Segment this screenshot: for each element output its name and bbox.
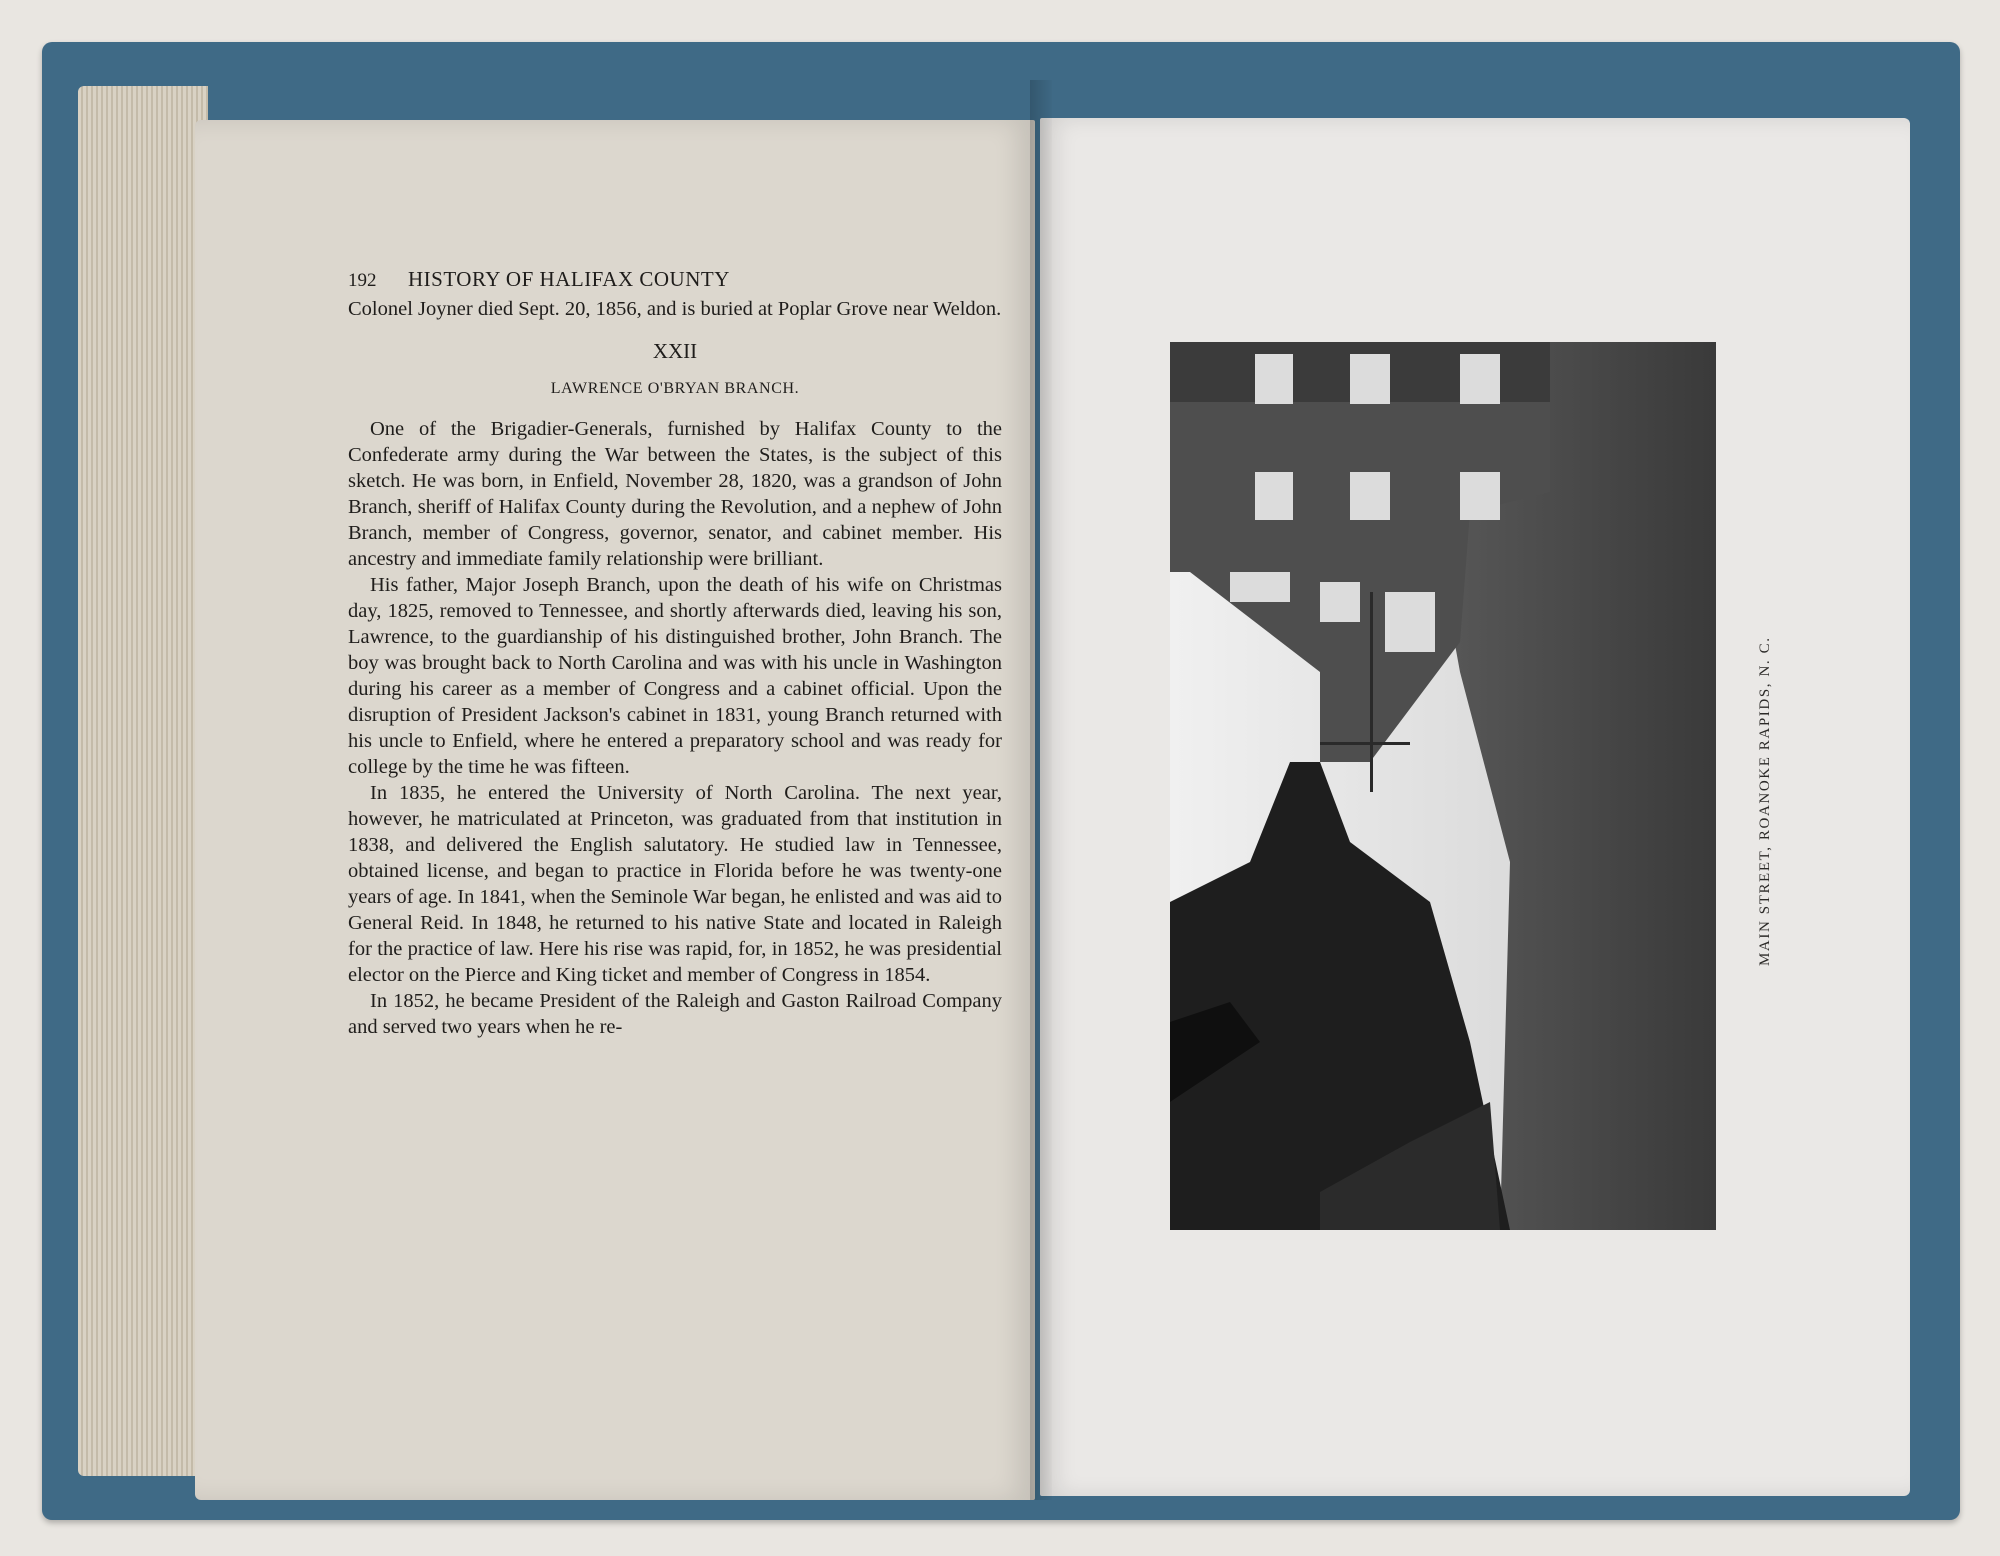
body-paragraph: One of the Brigadier-Generals, furnished by Halifax County to the Confederate army during the War between the States, is the subject of this sketch. He was born, in Enfield, November 28, 1820, was a grandson of John Branch, sheriff of Halifax County during the Revolution, and a nephew of John Branch, member of Congress, governor, senator, and cabinet member. His ancestry and immediate family relationship were brilliant. [348, 418, 1002, 570]
chapter-number: XXII [652, 339, 698, 363]
left-page-text [348, 266, 1002, 1040]
body-paragraph: In 1835, he entered the University of North Carolina. The next year, however, he matriculated at Princeton, was graduated from that institution in 1838, and delivered the English salutatory. He studied law in Tennessee, obtained license, and began to practice in Florida before he was twenty-one years of age. In 1841, when the Seminole War began, he enlisted and was aid to General Reid. In 1848, he returned to his native State and located in Raleigh for the practice of law. Here his rise was rapid, for, in 1852, he was presidential elector on the Pierce and King ticket and member of Congress in 1854. [348, 782, 1002, 986]
page-number: 192 [348, 270, 377, 291]
opening-paragraph: Colonel Joyner died Sept. 20, 1856, and is buried at Poplar Grove near Weldon. [348, 298, 1002, 320]
chapter-title: LAWRENCE O'BRYAN BRANCH. [550, 380, 800, 397]
body-paragraph: His father, Major Joseph Branch, upon the death of his wife on Christmas day, 1825, removed to Tennessee, and shortly afterwards died, leaving his son, Lawrence, to the guardianship of his distinguished brother, John Branch. The boy was brought back to North Carolina and was with his uncle in Washington during his career as a member of Congress and a cabinet official. Upon the disruption of President Jackson's cabinet in 1831, young Branch returned with his uncle to Enfield, where he entered a preparatory school and was ready for college by the time he was fifteen. [348, 574, 1002, 778]
page-edges [78, 86, 208, 1476]
photo-caption: MAIN STREET, ROANOKE RAPIDS, N. C. [1757, 636, 1773, 966]
street-photograph [1170, 342, 1716, 1230]
photo-scene [1170, 342, 1716, 1230]
running-head [348, 266, 1002, 294]
running-title: HISTORY OF HALIFAX COUNTY [408, 267, 730, 291]
body-paragraph: In 1852, he became President of the Raleigh and Gaston Railroad Company and served two years when he re- [348, 990, 1002, 1038]
book-gutter [1030, 80, 1052, 1500]
